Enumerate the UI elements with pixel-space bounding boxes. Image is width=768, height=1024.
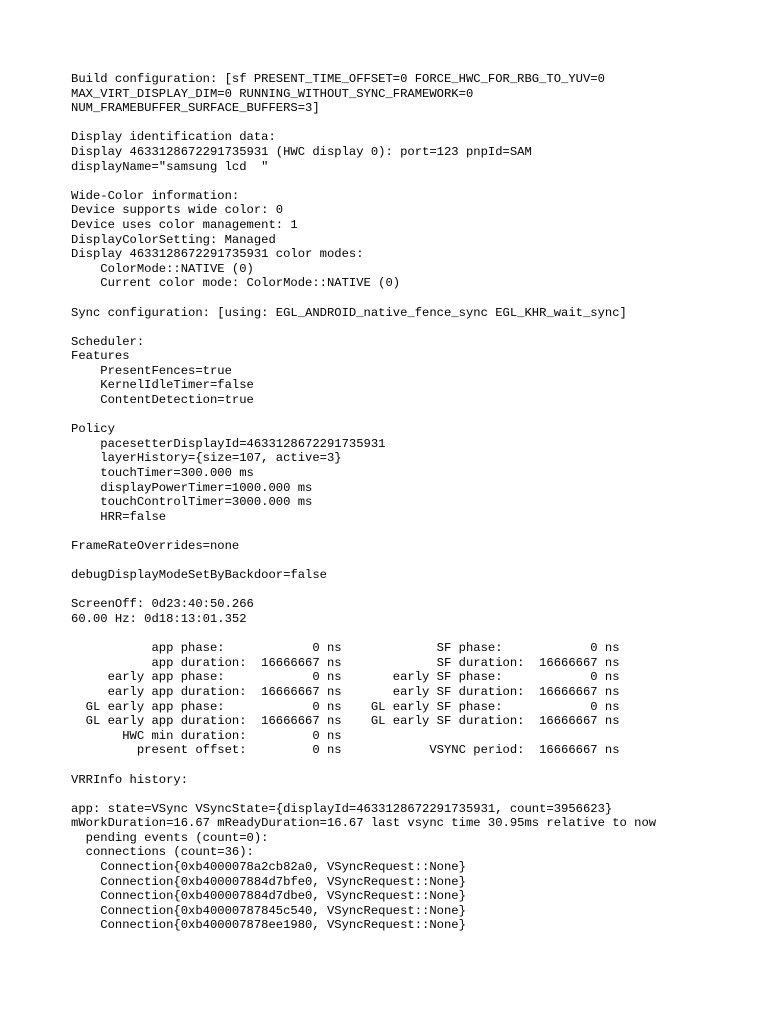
text-line: MAX_VIRT_DISPLAY_DIM=0 RUNNING_WITHOUT_SYNC_FRAMEWORK=0 — [71, 86, 474, 101]
text-line: ContentDetection=true — [71, 393, 254, 408]
dumpsys-document — [71, 72, 761, 933]
text-line: Policy — [71, 422, 115, 437]
text-line: HRR=false — [71, 509, 167, 524]
text-line: Scheduler: — [71, 334, 145, 349]
text-line: Connection{0xb400007884d7bfe0, VSyncRequest::None} — [71, 874, 466, 889]
text-line: Wide-Color information: — [71, 188, 240, 203]
text-line: displayName="samsung lcd " — [71, 159, 269, 174]
text-line: connections (count=36): — [71, 845, 254, 860]
text-line — [71, 524, 761, 539]
text-line: app duration: 16666667 ns SF duration: 16666667 ns — [71, 655, 620, 670]
text-line: pending events (count=0): — [71, 830, 269, 845]
text-line: KernelIdleTimer=false — [71, 378, 254, 393]
text-line — [71, 408, 761, 423]
text-line: present offset: 0 ns VSYNC period: 16666667 ns — [71, 743, 620, 758]
text-line: 60.00 Hz: 0d18:13:01.352 — [71, 611, 247, 626]
text-line: pacesetterDisplayId=4633128672291735931 — [71, 436, 386, 451]
text-line: GL early app duration: 16666667 ns GL early SF duration: 16666667 ns — [71, 714, 620, 729]
text-line: app phase: 0 ns SF phase: 0 ns — [71, 641, 620, 656]
text-line: layerHistory={size=107, active=3} — [71, 451, 342, 466]
text-line: touchTimer=300.000 ms — [71, 466, 254, 481]
text-line: Connection{0xb4000078a2cb82a0, VSyncRequest::None} — [71, 860, 466, 875]
text-line: app: state=VSync VSyncState={displayId=4633128672291735931, count=3956623} — [71, 801, 613, 816]
text-line — [71, 291, 761, 306]
text-line: touchControlTimer=3000.000 ms — [71, 495, 313, 510]
text-line — [71, 758, 761, 773]
text-line: ScreenOff: 0d23:40:50.266 — [71, 597, 254, 612]
text-line — [71, 116, 761, 131]
text-line: DisplayColorSetting: Managed — [71, 232, 276, 247]
text-line: NUM_FRAMEBUFFER_SURFACE_BUFFERS=3] — [71, 101, 320, 116]
text-line — [71, 583, 761, 598]
text-line: Connection{0xb400007878ee1980, VSyncRequest::None} — [71, 918, 466, 933]
text-line: HWC min duration: 0 ns — [71, 728, 342, 743]
text-line: VRRInfo history: — [71, 772, 189, 787]
text-line: FrameRateOverrides=none — [71, 539, 240, 553]
text-line: displayPowerTimer=1000.000 ms — [71, 480, 313, 495]
text-line: Sync configuration: [using: EGL_ANDROID_native_fence_sync EGL_KHR_wait_sync] — [71, 305, 627, 320]
text-line: Build configuration: [sf PRESENT_TIME_OFFSET=0 FORCE_HWC_FOR_RBG_TO_YUV=0 — [71, 72, 605, 86]
text-line: Device uses color management: 1 — [71, 217, 298, 232]
text-line — [71, 174, 761, 189]
text-line: debugDisplayModeSetByBackdoor=false — [71, 568, 327, 583]
text-line: ColorMode::NATIVE (0) — [71, 261, 254, 276]
text-line: GL early app phase: 0 ns GL early SF phase: 0 ns — [71, 699, 620, 714]
text-line: early app duration: 16666667 ns early SF duration: 16666667 ns — [71, 684, 620, 699]
text-line: Current color mode: ColorMode::NATIVE (0) — [71, 276, 401, 291]
text-line: Connection{0xb40000787845c540, VSyncRequest::None} — [71, 903, 466, 918]
text-line: Display identification data: — [71, 130, 276, 145]
text-line: Display 4633128672291735931 (HWC display 0): port=123 pnpId=SAM — [71, 144, 532, 159]
text-line: PresentFences=true — [71, 363, 232, 378]
text-line: mWorkDuration=16.67 mReadyDuration=16.67 last vsync time 30.95ms relative to now — [71, 816, 657, 831]
text-line — [71, 554, 761, 569]
text-line: Device supports wide color: 0 — [71, 203, 284, 218]
text-line: Features — [71, 349, 130, 364]
text-line: early app phase: 0 ns early SF phase: 0 ns — [71, 670, 620, 685]
text-line — [71, 320, 761, 335]
text-line — [71, 627, 761, 642]
text-line: Connection{0xb400007884d7dbe0, VSyncRequest::None} — [71, 889, 466, 904]
text-line: Display 4633128672291735931 color modes: — [71, 247, 364, 262]
text-line — [71, 787, 761, 802]
